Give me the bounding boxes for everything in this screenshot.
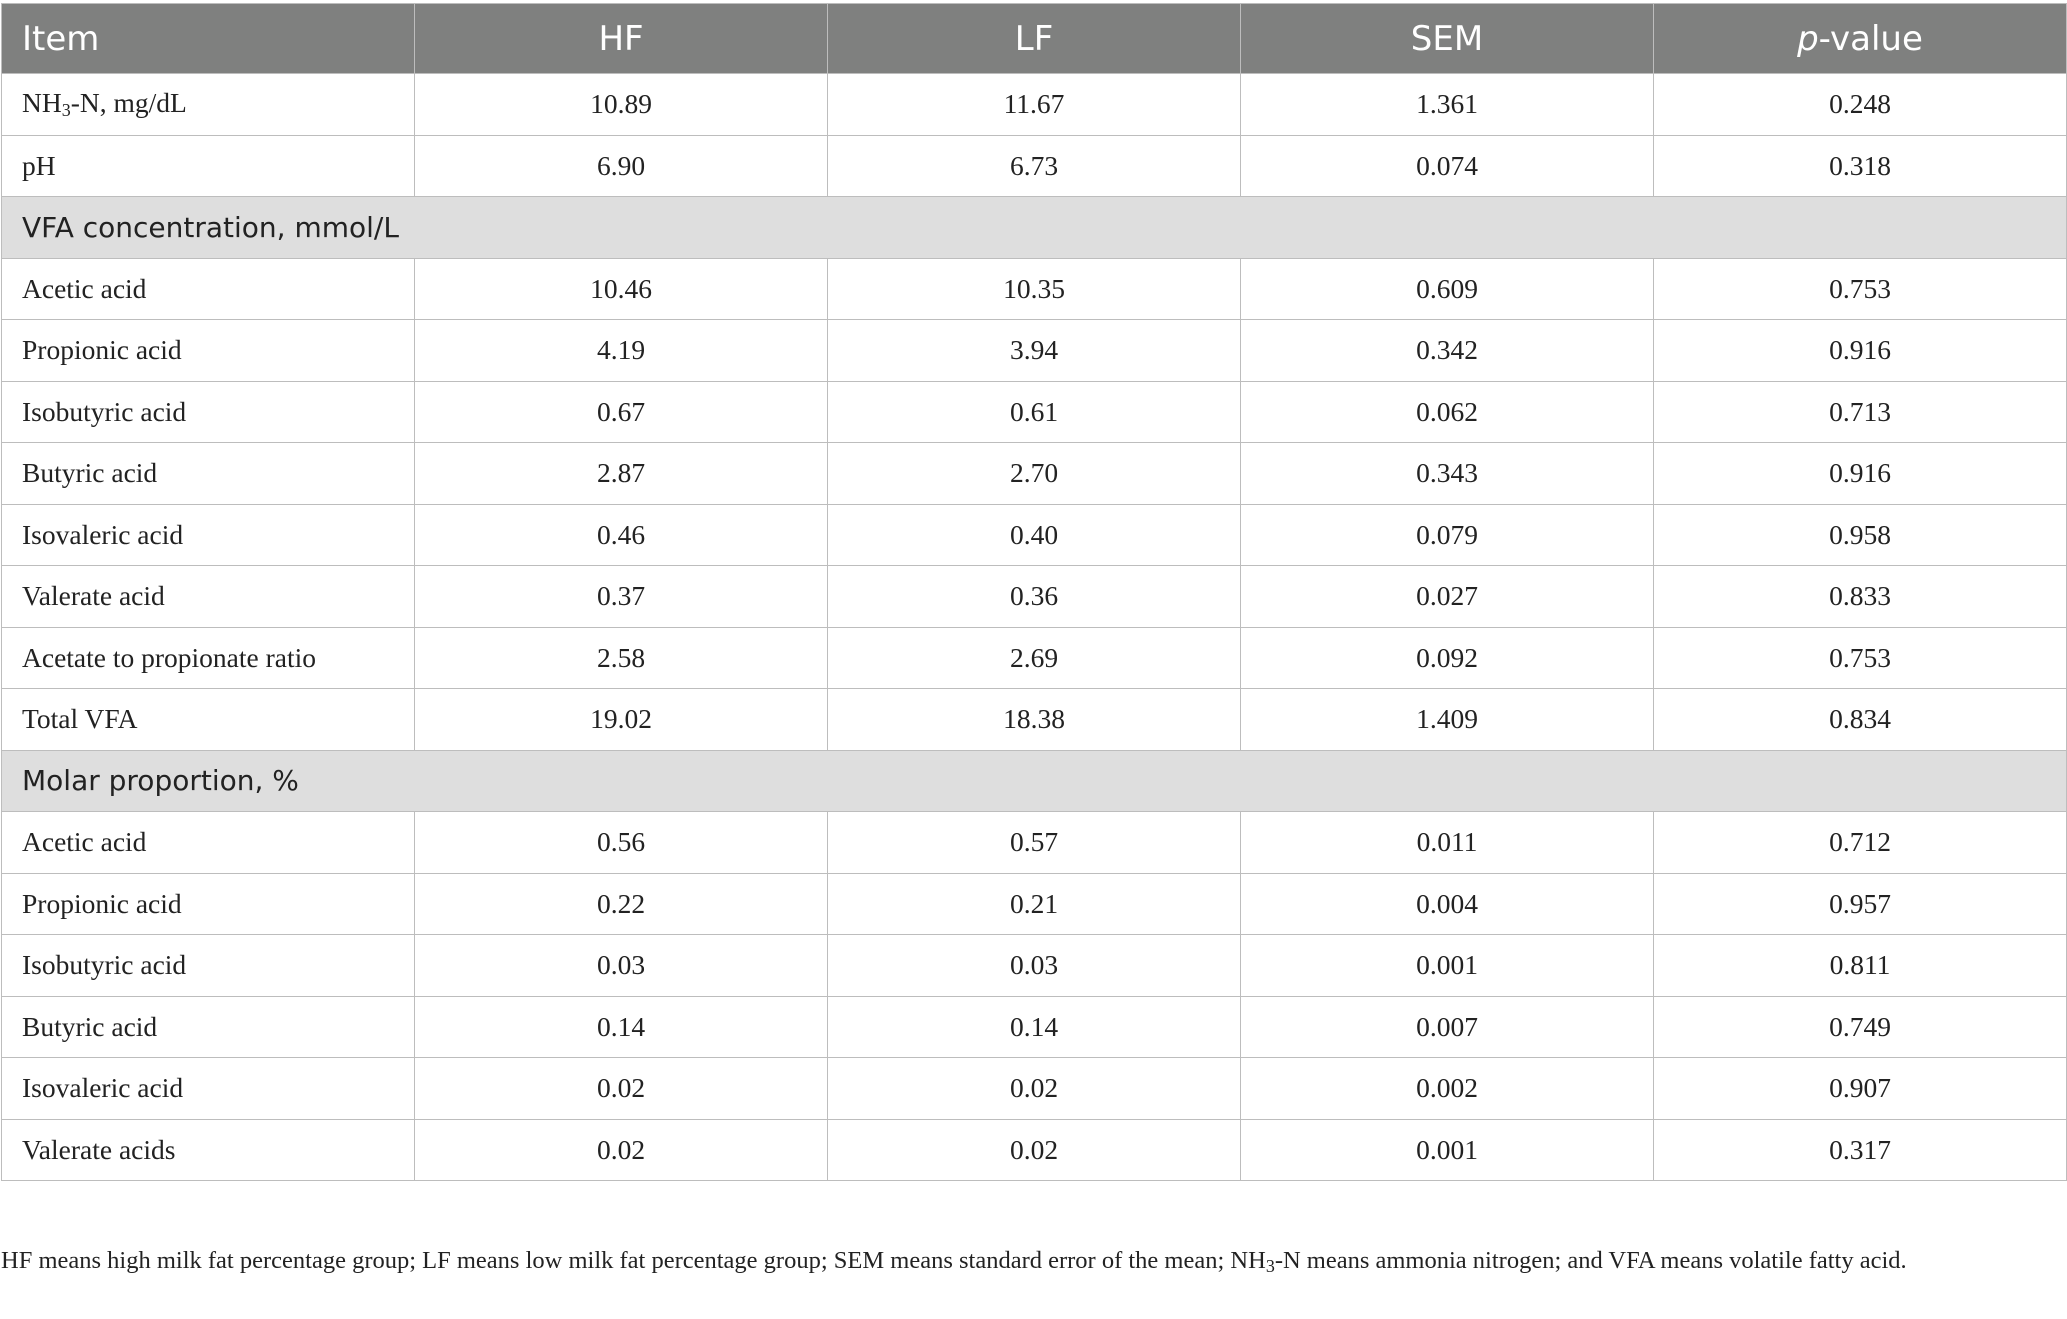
- row-label: Butyric acid: [2, 443, 415, 505]
- table-row: [2, 504, 2067, 566]
- row-label: Isobutyric acid: [2, 381, 415, 443]
- cell-p-value: 0.834: [1654, 689, 2067, 751]
- cell-p-value: 0.916: [1654, 443, 2067, 505]
- cell-sem: 0.062: [1241, 381, 1654, 443]
- cell-p-value: 0.318: [1654, 135, 2067, 197]
- header-p-value: [1654, 4, 2067, 74]
- table-row: [2, 935, 2067, 997]
- header-item: Item: [2, 4, 415, 74]
- cell-sem: 1.409: [1241, 689, 1654, 751]
- cell-hf: 2.87: [415, 443, 828, 505]
- cell-hf: 0.46: [415, 504, 828, 566]
- section-vfa-concentration-title: VFA concentration, mmol/L: [2, 197, 2067, 259]
- section-vfa-concentration: [2, 197, 2067, 259]
- cell-p-value: 0.916: [1654, 320, 2067, 382]
- table-row: [2, 381, 2067, 443]
- cell-hf: 0.02: [415, 1058, 828, 1120]
- cell-lf: 0.02: [828, 1058, 1241, 1120]
- cell-lf: 10.35: [828, 258, 1241, 320]
- section-molar-proportion-title: Molar proportion, %: [2, 750, 2067, 812]
- cell-lf: 0.02: [828, 1119, 1241, 1181]
- row-label: Isovaleric acid: [2, 1058, 415, 1120]
- cell-sem: 0.007: [1241, 996, 1654, 1058]
- row-label: Propionic acid: [2, 873, 415, 935]
- cell-lf: 3.94: [828, 320, 1241, 382]
- row-label: Isovaleric acid: [2, 504, 415, 566]
- table-body: [2, 74, 2067, 1181]
- cell-p-value: 0.713: [1654, 381, 2067, 443]
- cell-hf: 0.56: [415, 812, 828, 874]
- row-label: Isobutyric acid: [2, 935, 415, 997]
- cell-hf: 4.19: [415, 320, 828, 382]
- cell-hf: 19.02: [415, 689, 828, 751]
- cell-p-value: 0.833: [1654, 566, 2067, 628]
- cell-p-value: 0.957: [1654, 873, 2067, 935]
- cell-lf: 0.21: [828, 873, 1241, 935]
- cell-lf: 0.14: [828, 996, 1241, 1058]
- cell-lf: 2.70: [828, 443, 1241, 505]
- cell-lf: 0.57: [828, 812, 1241, 874]
- row-label: Valerate acid: [2, 566, 415, 628]
- table-row: [2, 566, 2067, 628]
- cell-p-value: 0.248: [1654, 74, 2067, 136]
- table-row: [2, 1119, 2067, 1181]
- cell-lf: 11.67: [828, 74, 1241, 136]
- cell-hf: 2.58: [415, 627, 828, 689]
- table-row: [2, 258, 2067, 320]
- cell-p-value: 0.712: [1654, 812, 2067, 874]
- row-label: pH: [2, 135, 415, 197]
- cell-p-value: 0.317: [1654, 1119, 2067, 1181]
- row-label: Acetic acid: [2, 812, 415, 874]
- header-lf: LF: [828, 4, 1241, 74]
- cell-hf: 6.90: [415, 135, 828, 197]
- cell-p-value: 0.958: [1654, 504, 2067, 566]
- cell-sem: 0.001: [1241, 935, 1654, 997]
- cell-hf: 0.37: [415, 566, 828, 628]
- cell-sem: 0.609: [1241, 258, 1654, 320]
- cell-hf: 0.03: [415, 935, 828, 997]
- cell-lf: 2.69: [828, 627, 1241, 689]
- row-label: Total VFA: [2, 689, 415, 751]
- table-row: [2, 627, 2067, 689]
- cell-sem: 0.002: [1241, 1058, 1654, 1120]
- cell-hf: 0.22: [415, 873, 828, 935]
- table-row: [2, 812, 2067, 874]
- cell-hf: 0.14: [415, 996, 828, 1058]
- cell-hf: 10.89: [415, 74, 828, 136]
- section-molar-proportion: [2, 750, 2067, 812]
- p-letter: p: [1797, 18, 1819, 59]
- cell-sem: 0.343: [1241, 443, 1654, 505]
- cell-p-value: 0.749: [1654, 996, 2067, 1058]
- row-label-sub: 3: [61, 100, 71, 121]
- p-suffix: -value: [1818, 18, 1923, 59]
- row-label: Acetic acid: [2, 258, 415, 320]
- cell-p-value: 0.753: [1654, 627, 2067, 689]
- row-label-post: -N, mg/dL: [70, 87, 187, 119]
- cell-lf: 0.40: [828, 504, 1241, 566]
- cell-hf: 0.02: [415, 1119, 828, 1181]
- data-table: [1, 3, 2067, 1181]
- cell-p-value: 0.811: [1654, 935, 2067, 997]
- cell-sem: 1.361: [1241, 74, 1654, 136]
- cell-lf: 0.61: [828, 381, 1241, 443]
- table-footnote: [1, 1242, 2036, 1285]
- row-label: Butyric acid: [2, 996, 415, 1058]
- table-row: [2, 689, 2067, 751]
- footnote-part2: -N means ammonia nitrogen; and VFA means volatile fatty acid.: [1274, 1247, 1907, 1274]
- row-label: Valerate acids: [2, 1119, 415, 1181]
- row-label: [2, 74, 415, 136]
- row-label: Propionic acid: [2, 320, 415, 382]
- footnote-part1: HF means high milk fat percentage group; LF means low milk fat percentage group; SEM means standard error of the mean; NH: [1, 1247, 1266, 1274]
- cell-lf: 18.38: [828, 689, 1241, 751]
- cell-lf: 6.73: [828, 135, 1241, 197]
- table-row: [2, 443, 2067, 505]
- header-hf: HF: [415, 4, 828, 74]
- cell-hf: 0.67: [415, 381, 828, 443]
- cell-sem: 0.027: [1241, 566, 1654, 628]
- cell-sem: 0.079: [1241, 504, 1654, 566]
- cell-sem: 0.342: [1241, 320, 1654, 382]
- cell-p-value: 0.753: [1654, 258, 2067, 320]
- cell-hf: 10.46: [415, 258, 828, 320]
- row-label-pre: NH: [22, 87, 62, 119]
- header-row: [2, 4, 2067, 74]
- table-row: [2, 135, 2067, 197]
- cell-lf: 0.36: [828, 566, 1241, 628]
- footnote-sub: 3: [1265, 1256, 1275, 1276]
- cell-sem: 0.004: [1241, 873, 1654, 935]
- cell-sem: 0.074: [1241, 135, 1654, 197]
- cell-sem: 0.001: [1241, 1119, 1654, 1181]
- table-row: [2, 996, 2067, 1058]
- table-row: [2, 1058, 2067, 1120]
- table-row: [2, 320, 2067, 382]
- cell-lf: 0.03: [828, 935, 1241, 997]
- row-label: Acetate to propionate ratio: [2, 627, 415, 689]
- cell-p-value: 0.907: [1654, 1058, 2067, 1120]
- table-row: [2, 74, 2067, 136]
- header-sem: SEM: [1241, 4, 1654, 74]
- table-header: [2, 4, 2067, 74]
- cell-sem: 0.011: [1241, 812, 1654, 874]
- cell-sem: 0.092: [1241, 627, 1654, 689]
- table-row: [2, 873, 2067, 935]
